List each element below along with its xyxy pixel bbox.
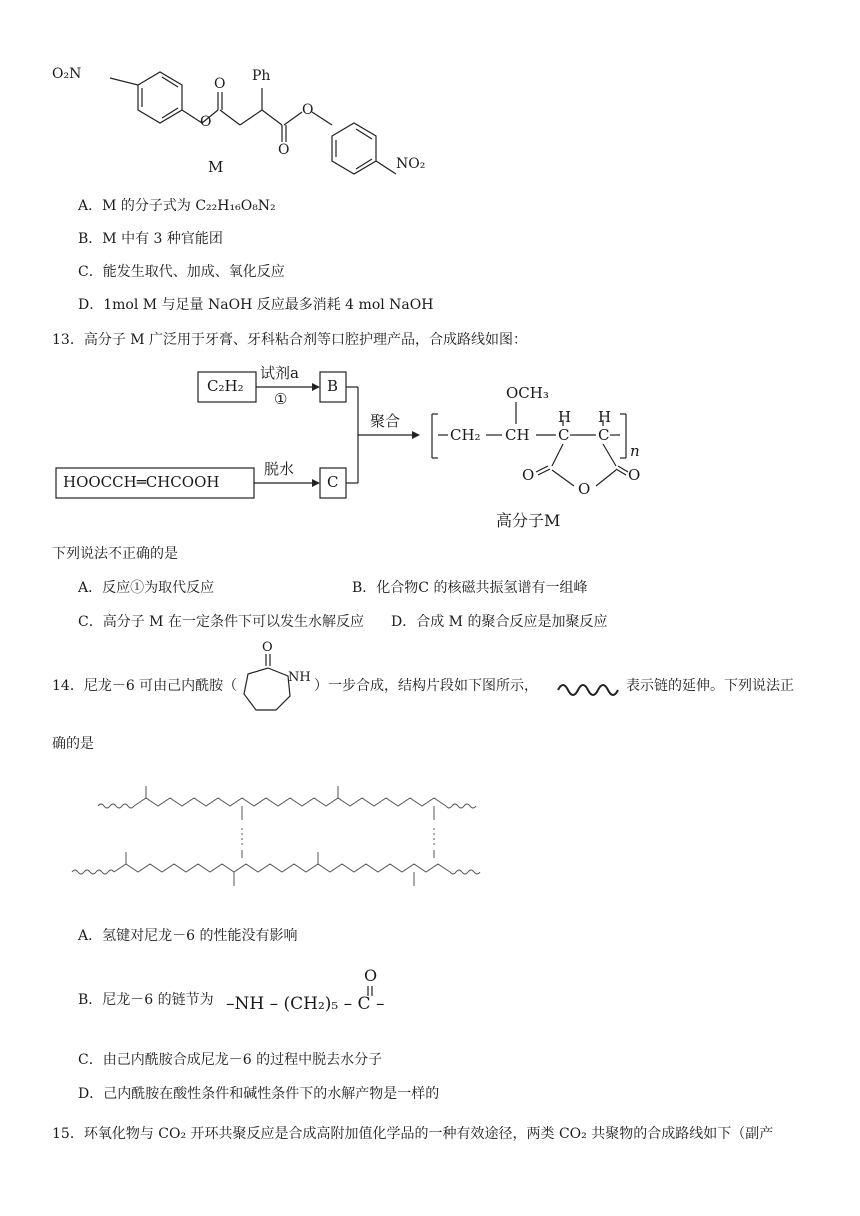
q14-option-c: C．由己内酰胺合成尼龙－6 的过程中脱去水分子	[78, 1052, 383, 1068]
reagent-a-label: 试剂a	[260, 364, 299, 382]
ester-o-left: O	[200, 114, 212, 130]
q13-option-c: C．高分子 M 在一定条件下可以发生水解反应	[78, 614, 364, 630]
nylon-6-fragment-diagram	[70, 776, 500, 906]
h1-label: H	[558, 408, 572, 426]
q14-option-b: B．尼龙－6 的链节为	[78, 992, 214, 1008]
o3-label: O	[628, 466, 641, 484]
c2-label: C	[598, 426, 610, 444]
q13-stem: 13．高分子 M 广泛用于牙膏、牙科粘合剂等口腔护理产品，合成路线如图：	[52, 332, 528, 348]
q12-option-d: D．1mol M 与足量 NaOH 反应最多消耗 4 mol NaOH	[78, 297, 434, 313]
nylon-6-repeat-unit	[220, 966, 420, 1016]
ch-label: CH	[505, 426, 530, 444]
dehydrate-label: 脱水	[264, 460, 295, 478]
q12-option-a: A．M 的分子式为 C₂₂H₁₆O₈N₂	[78, 198, 276, 214]
caprolactam-o-label: O	[262, 640, 273, 655]
compound-c-label: C	[327, 473, 339, 491]
compound-b-label: B	[327, 377, 339, 395]
compound-m-label: M	[208, 158, 224, 176]
n-subscript-label: n	[630, 442, 640, 460]
carbonyl-o-right: O	[278, 142, 290, 158]
q14-option-a: A．氢键对尼龙－6 的性能没有影响	[78, 928, 298, 944]
o2-label: O	[578, 480, 591, 498]
q13-option-d: D．合成 M 的聚合反应是加聚反应	[391, 614, 608, 630]
q14-stem-part1: 14．尼龙－6 可由己内酰胺（	[52, 678, 238, 694]
no2-left-label: O₂N	[52, 66, 82, 82]
no2-right-label: NO₂	[396, 156, 426, 172]
q12-option-b: B．M 中有 3 种官能团	[78, 231, 223, 247]
q14-stem-part2: ）一步合成，结构片段如下图所示，	[314, 678, 538, 694]
o1-label: O	[522, 466, 535, 484]
ph-label: Ph	[252, 68, 271, 84]
q14-stem-part3: 表示链的延伸。下列说法正	[626, 678, 794, 694]
och3-label: OCH₃	[506, 384, 549, 402]
q13-question: 下列说法不正确的是	[52, 546, 178, 562]
carbonyl-o-left: O	[214, 76, 226, 92]
repeat-unit-formula: –NH – (CH₂)₅ – C –	[226, 994, 385, 1014]
q13-option-b: B．化合物C 的核磁共振氢谱有一组峰	[352, 580, 588, 596]
polymer-m-label: 高分子M	[496, 511, 561, 530]
compound-m-structure	[40, 50, 440, 190]
ester-o-right: O	[302, 102, 314, 118]
ch2-label: CH₂	[450, 426, 481, 444]
q15-stem: 15．环氧化物与 CO₂ 开环共聚反应是合成高附加值化学品的一种有效途径，两类 CO₂ 共聚物的合成路线如下（副产	[52, 1126, 774, 1142]
caprolactam-structure	[238, 640, 318, 722]
q14-option-d: D．己内酰胺在酸性条件和碱性条件下的水解产物是一样的	[78, 1086, 440, 1102]
repeat-unit-o-label: O	[364, 966, 378, 985]
caprolactam-nh-label: NH	[288, 670, 311, 685]
c1-label: C	[558, 426, 570, 444]
acid-label: HOOCCH═CHCOOH	[63, 473, 220, 491]
polymerize-label: 聚合	[370, 412, 401, 430]
q14-stem-part4: 确的是	[52, 736, 94, 752]
h2-label: H	[598, 408, 612, 426]
c2h2-label: C₂H₂	[207, 377, 244, 395]
q13-option-a: A．反应①为取代反应	[78, 580, 215, 596]
wavy-chain-icon	[556, 678, 618, 698]
q12-option-c: C．能发生取代、加成、氧化反应	[78, 264, 285, 280]
synthesis-scheme	[50, 358, 670, 538]
step-1-label: ①	[274, 390, 288, 408]
